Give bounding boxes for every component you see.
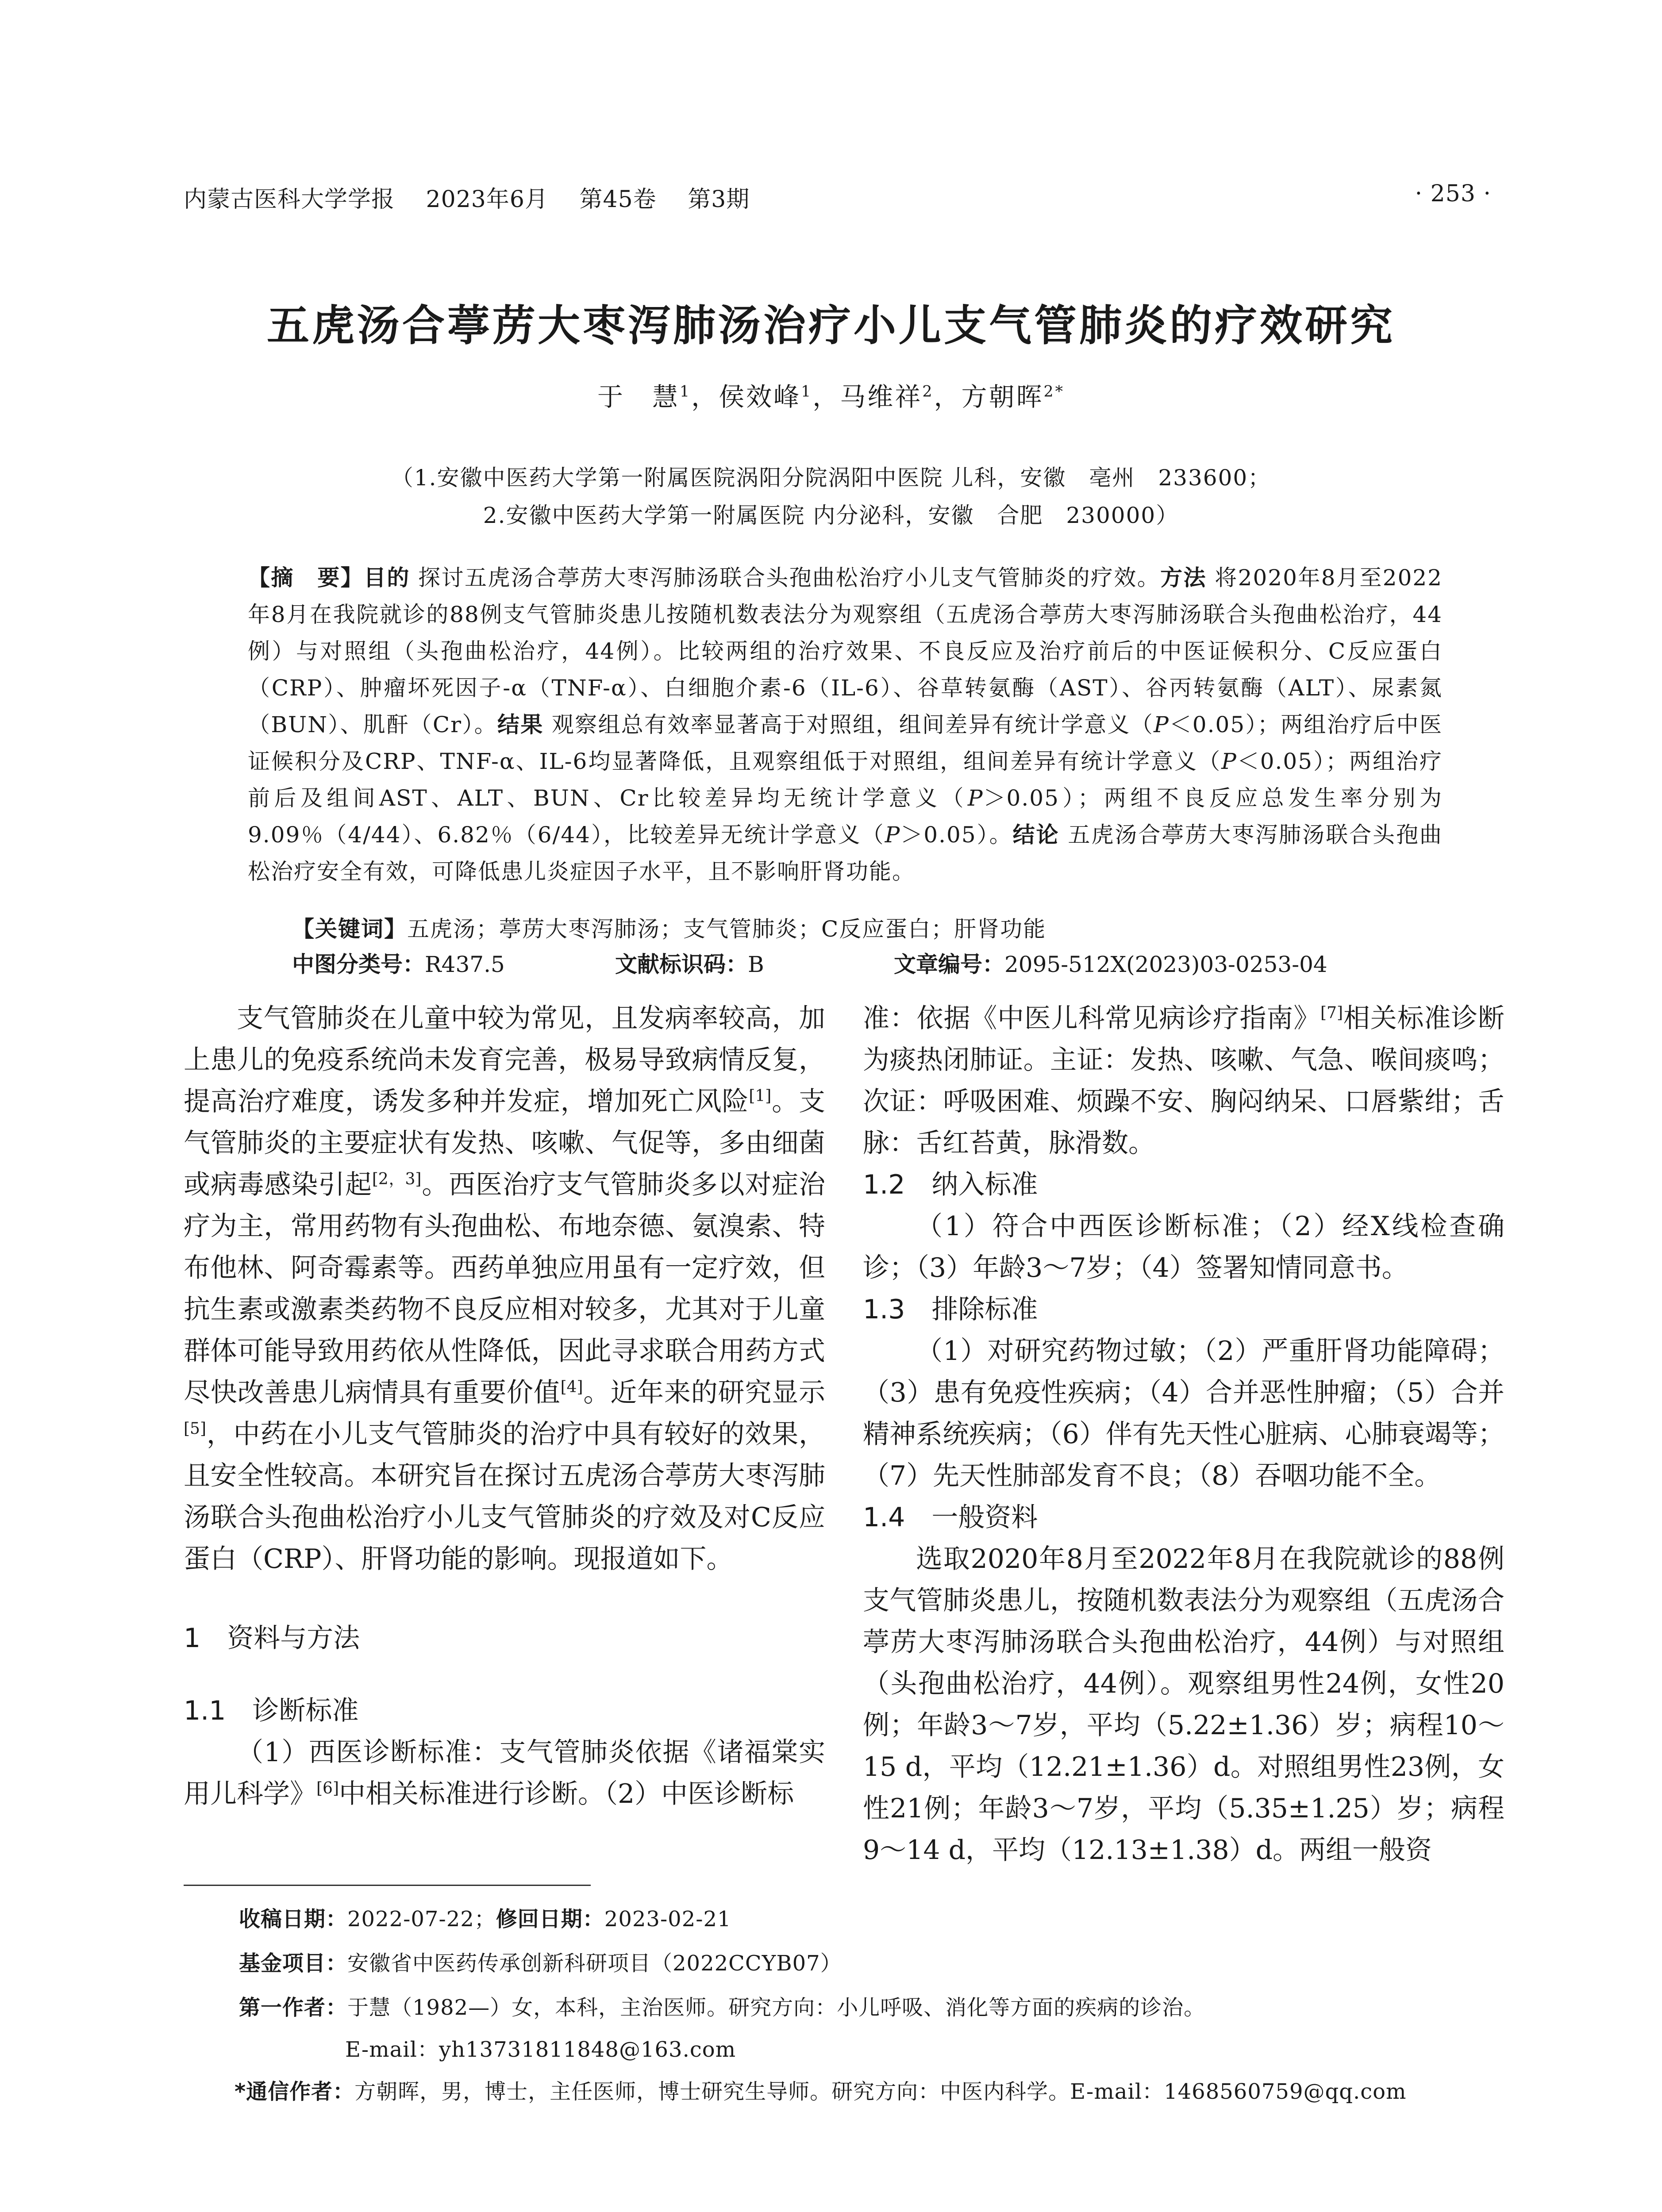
exclusion-paragraph: （1）对研究药物过敏；（2）严重肝肾功能障碍；（3）患有免疫性疾病；（4）合并恶性肿瘤；（5）合并精神系统疾病；（6）伴有先天性心脏病、心肺衰竭等；（7）先天性肺部发育不良；（8）吞咽功能不全。 [863,1336,1504,1491]
footnote-fund [239,1947,1566,1980]
author-affil-mark: 1 [801,383,813,401]
section-heading-1-1: 1.1 诊断标准 [184,1695,359,1726]
running-header [184,180,750,214]
section-heading-1-4: 1.4 一般资料 [863,1502,1038,1533]
author-affil-mark: 2* [1043,383,1065,401]
keywords-text: 五虎汤；葶苈大枣泻肺汤；支气管肺炎；C反应蛋白；肝肾功能 [407,916,1046,942]
citation: [4] [560,1378,583,1396]
abstract-result: ＜0.05）；两组治疗前后及组间AST、ALT、BUN、Cr比较差异均无统计学意义（ [248,749,1443,811]
abstract-result-label: 结果 [497,712,544,737]
affiliation-line-1: （1.安徽中医药大学第一附属医院涡阳分院涡阳中医院 儿科，安徽 亳州 233600； [391,465,1271,491]
abstract-label: 【摘 要】 [248,565,364,591]
author-name: ，方朝晖 [934,382,1044,412]
keywords-label: 【关键词】 [292,916,407,942]
inclusion-paragraph: （1）符合中西医诊断标准；（2）经X线检查确诊；（3）年龄3～7岁；（4）签署知情同意书。 [863,1211,1504,1283]
abstract-result: ＞0.05）。 [900,822,1013,848]
author-affil-mark: 1 [680,383,692,401]
p-symbol: P [967,785,984,811]
clc-number [292,947,505,979]
abstract-result: 观察组总有效率显著高于对照组，组间差异有统计学意义（ [551,712,1154,737]
doc-value: B [748,952,764,977]
abstract [248,560,1443,890]
affiliation-line-2: 2.安徽中医药大学第一附属医院 内分泌科，安徽 合肥 230000） [483,503,1179,528]
p-symbol: P [1154,712,1170,737]
article-label: 文章编号： [894,952,1004,977]
first-author-text: 于慧（1982—）女，本科，主治医师。研究方向：小儿呼吸、消化等方面的疾病的诊治。 [347,1995,1206,2020]
received-date: 2022-07-22； [347,1907,496,1932]
clc-label: 中图分类号： [292,952,425,977]
abstract-purpose: 探讨五虎汤合葶苈大枣泻肺汤联合头孢曲松治疗小儿支气管肺炎的疗效。 [418,565,1161,591]
journal-date: 2023年6月 [426,186,548,213]
section-heading-1-3: 1.3 排除标准 [863,1294,1038,1325]
author-name: ，侯效峰 [691,382,801,412]
footnote-corresponding-author [235,2075,1606,2108]
footnote-dates [239,1902,1566,1936]
clc-value: R437.5 [425,952,505,977]
received-label: 收稿日期： [239,1907,348,1932]
abstract-result: ＜0.05）；两组治疗后中医证候积分及CRP、TNF-α、IL-6均显著降低，且观察组低于对照组，组间差异有统计学意义（ [248,712,1443,774]
article-title: 五虎汤合葶苈大枣泻肺汤治疗小儿支气管肺炎的疗效研究 [267,301,1395,350]
p-symbol: P [1221,749,1237,774]
abstract-conclusion-label: 结论 [1012,822,1060,848]
p-symbol: P [885,822,901,848]
intro-paragraph: 支气管肺炎在儿童中较为常见，且发病率较高，加上患儿的免疫系统尚未发育完善，极易导致病情反复，提高治疗难度，诱发多种并发症，增加死亡风险[1]。支气管肺炎的主要症状有发热、咳嗽、气促等，多由细菌或病毒感染引起[2，3]。西医治疗支气管肺炎多以对症治疗为主，常用药物有头孢曲松、布地奈德、氨溴索、特布他林、阿奇霉素等。西药单独应用虽有一定疗效，但抗生素或激素类药物不良反应相对较多，尤其对于儿童群体可能导致用药依从性降低，因此寻求联合用药方式尽快改善患儿病情具有重要价值[4]。近年来的研究显示[5]，中药在小儿支气管肺炎的治疗中具有较好的效果，且安全性较高。本研究旨在探讨五虎汤合葶苈大枣泻肺汤联合头孢曲松治疗小儿支气管肺炎的疗效及对C反应蛋白（CRP）、肝肾功能的影响。现报道如下。 [184,1003,826,1575]
revised-date: 2023-02-21 [604,1907,731,1932]
page-number: · 253 · [1415,180,1491,207]
fund-text: 安徽省中医药传承创新科研项目（2022CCYB07） [347,1951,842,1976]
doc-label: 文献标识码： [615,952,748,977]
right-column [863,998,1504,1871]
journal-issue: 第3期 [688,186,750,213]
first-author-label: 第一作者： [239,1995,348,2020]
author-name: 于 慧 [597,382,680,412]
diagnosis-continued: 准：依据《中医儿科常见病诊疗指南》[7]相关标准诊断为痰热闭肺证。主证：发热、咳嗽、气急、喉间痰鸣；次证：呼吸困难、烦躁不安、胸闷纳呆、口唇紫绀；舌脉：舌红苔黄，脉滑数。 [863,1003,1505,1159]
first-author-email: E-mail：yh13731811848@163.com [345,2037,736,2062]
abstract-result: ＞0.05）；两组不良反应总发生率分别为9.09％（4/44）、6.82％（6/44），比较差异无统计学意义（ [248,785,1443,848]
left-column [184,998,825,1815]
abstract-method-label: 方法 [1160,565,1207,591]
author-affil-mark: 2 [922,383,934,401]
corr-text: 方朝晖，男，博士，主任医师，博士研究生导师。研究方向：中医内科学。E-mail：1468560759@qq.com [354,2079,1407,2104]
abstract-conclusion: 五虎汤合葶苈大枣泻肺汤联合头孢曲松治疗安全有效，可降低患儿炎症因子水平，且不影响肝肾功能。 [248,822,1443,884]
citation: [5] [184,1420,206,1438]
author-name: ，马维祥 [812,382,923,412]
diagnosis-paragraph: （1）西医诊断标准：支气管肺炎依据《诸福棠实用儿科学》[6]中相关标准进行诊断。（2）中医诊断标 [184,1737,825,1809]
fund-label: 基金项目： [239,1951,348,1976]
footnote-first-author [239,1991,1566,2024]
abstract-purpose-label: 目的 [364,565,410,591]
keywords [292,911,1443,943]
citation: [1] [749,1087,772,1105]
revised-label: 修回日期： [496,1907,604,1932]
citation: [7] [1320,1004,1343,1022]
journal-volume: 第45卷 [579,186,657,213]
article-value: 2095-512X(2023)03-0253-04 [1004,952,1327,977]
section-heading-1-2: 1.2 纳入标准 [863,1169,1038,1200]
journal-name: 内蒙古医科大学学报 [184,186,395,213]
footnote-divider [184,1885,591,1886]
corr-label: *通信作者： [235,2079,355,2104]
document-code [615,947,764,979]
citation: [2，3] [372,1170,422,1188]
abstract-method: 将2020年8月至2022年8月在我院就诊的88例支气管肺炎患儿按随机数表法分为观察组（五虎汤合葶苈大枣泻肺汤联合头孢曲松治疗，44例）与对照组（头孢曲松治疗，44例）。比较两组的治疗效果、不良反应及治疗前后的中医证候积分、C反应蛋白（CRP）、肿瘤坏死因子-α（TNF-α）、白细胞介素-6（IL-6）、谷草转氨酶（AST）、谷丙转氨酶（ALT）、尿素氮（BUN）、肌酐（Cr）。 [248,565,1443,737]
article-number [894,947,1327,979]
section-heading-1: 1 资料与方法 [184,1623,360,1654]
author-list [0,376,1662,413]
citation: [6] [316,1779,339,1797]
general-data-paragraph: 选取2020年8月至2022年8月在我院就诊的88例支气管肺炎患儿，按随机数表法分为观察组（五虎汤合葶苈大枣泻肺汤联合头孢曲松治疗，44例）与对照组（头孢曲松治疗，44例）。观察组男性24例，女性20例；年龄3～7岁，平均（5.22±1.36）岁；病程10～15 d，平均（12.21±1.36）d。对照组男性23例，女性21例；年龄3～7岁，平均（5.35±1.25）岁；病程9～14 d，平均（12.13±1.38）d。两组一般资 [863,1544,1504,1866]
